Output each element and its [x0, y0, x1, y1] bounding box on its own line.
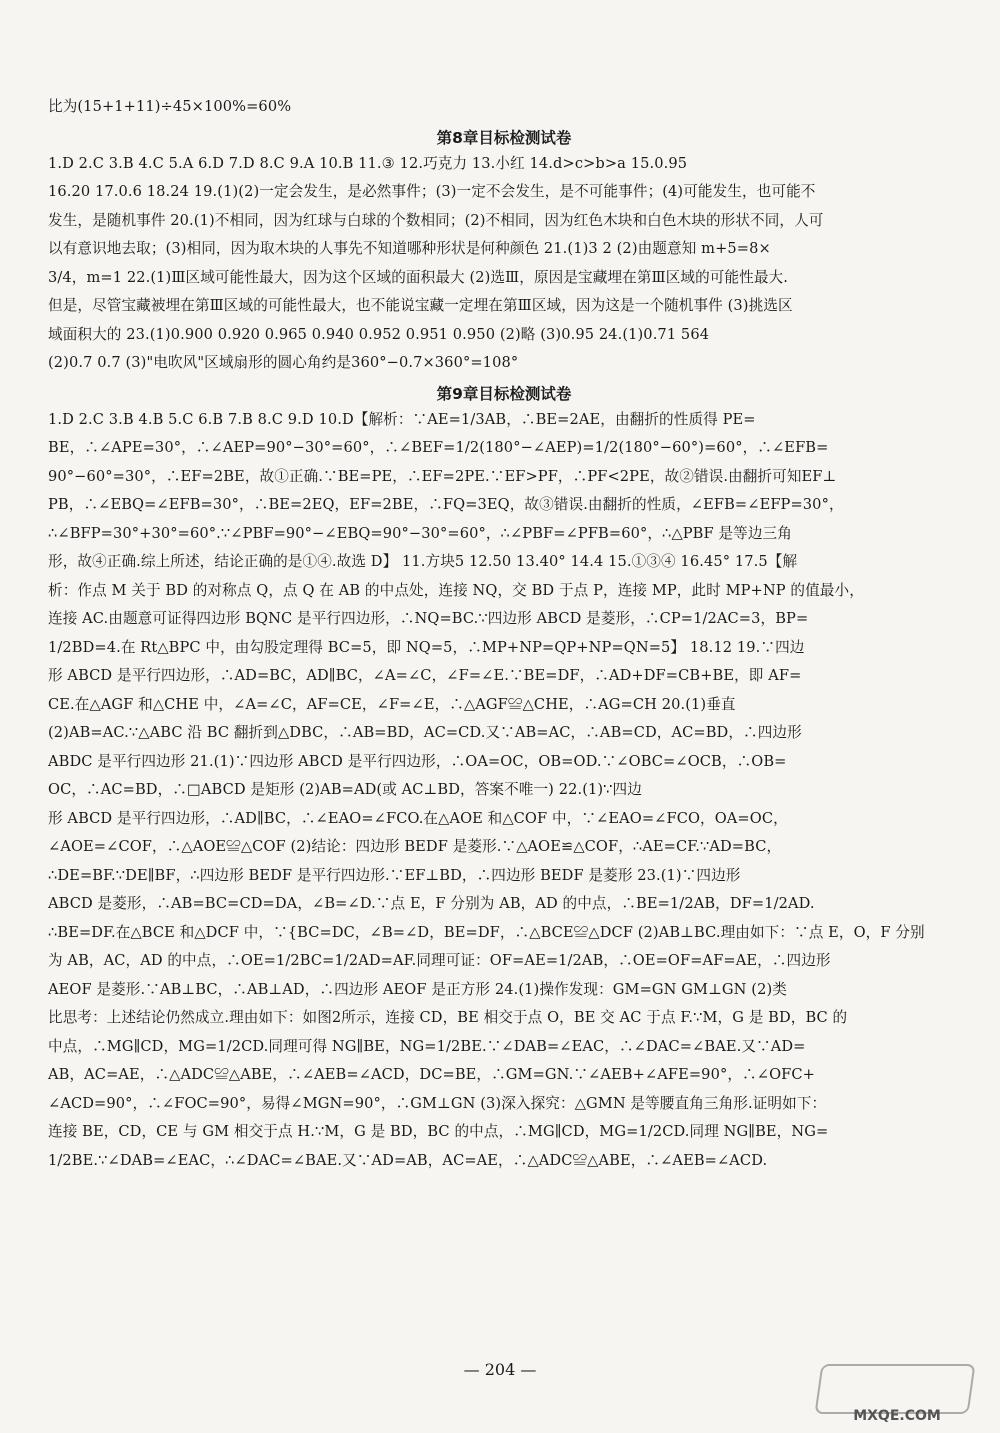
- text-line: ABDC 是平行四边形 21.(1)∵四边形 ABCD 是平行四边形，∴OA=OC，OB=OD.∵∠OBC=∠OCB，∴OB=: [48, 752, 787, 770]
- text-line: 中点，∴MG∥CD，MG=1/2CD.同理可得 NG∥BE，NG=1/2BE.∵∠DAB=∠EAC，∴∠DAC=∠BAE.又∵AD=: [48, 1037, 806, 1055]
- text-line: 1/2BE.∵∠DAB=∠EAC，∴∠DAC=∠BAE.又∵AD=AB，AC=AE，∴△ADC≌△ABE，∴∠AEB=∠ACD.: [48, 1151, 768, 1169]
- text-line: 形 ABCD 是平行四边形，∴AD∥BC，∴∠EAO=∠FCO.在△AOE 和△COF 中，∵∠EAO=∠FCO，OA=OC，: [48, 809, 788, 827]
- text-line: 域面积大的 23.(1)0.900 0.920 0.965 0.940 0.952 0.951 0.950 (2)略 (3)0.95 24.(1)0.71 564: [48, 325, 710, 343]
- text-line: 连接 BE，CD，CE 与 GM 相交于点 H.∵M，G 是 BD，BC 的中点，∴MG∥CD，MG=1/2CD.同理 NG∥BE，NG=: [48, 1123, 829, 1140]
- text-line: OC，∴AC=BD，∴□ABCD 是矩形 (2)AB=AD(或 AC⊥BD，答案不唯一) 22.(1)∵四边: [48, 781, 642, 798]
- text-line: (2)AB=AC.∵△ABC 沿 BC 翻折到△DBC，∴AB=BD，AC=CD.又∵AB=AC，∴AB=CD，AC=BD，∴四边形: [48, 724, 802, 741]
- text-line: 1.D 2.C 3.B 4.C 5.A 6.D 7.D 8.C 9.A 10.B 11.③ 12.巧克力 13.小红 14.d>c>b>a 15.0.95: [48, 154, 688, 172]
- page-number: — 204 —: [463, 1360, 537, 1379]
- text-line: 90°−60°=30°，∴EF=2BE，故①正确.∵BE=PE，∴EF=2PE.∵EF>PF，∴PF<2PE，故②错误.由翻折可知EF⊥: [48, 467, 837, 485]
- text-line: PB，∴∠EBQ=∠EFB=30°，∴BE=2EQ，EF=2BE，∴FQ=3EQ，故③错误.由翻折的性质，∠EFB=∠EFP=30°，: [48, 496, 844, 513]
- text-line: 但是，尽管宝藏被埋在第Ⅲ区域的可能性最大，也不能说宝藏一定埋在第Ⅲ区域，因为这是一个随机事件 (3)挑选区: [48, 297, 793, 314]
- text-line: 析：作点 M 关于 BD 的对称点 Q，点 Q 在 AB 的中点处，连接 NQ，交 BD 于点 P，连接 MP，此时 MP+NP 的值最小，: [48, 581, 864, 599]
- text-line: ∠ACD=90°，∴∠FOC=90°，易得∠MGN=90°，∴GM⊥GN (3)深入探究：△GMN 是等腰直角三角形.证明如下：: [48, 1094, 827, 1112]
- text-line: 比为(15+1+11)÷45×100%=60%: [48, 98, 292, 115]
- text-line: ∴DE=BF.∵DE∥BF，∴四边形 BEDF 是平行四边形.∵EF⊥BD，∴四边形 BEDF 是菱形 23.(1)∵四边形: [48, 866, 741, 884]
- answer-text-block: [48, 96, 960, 1178]
- text-line: ∴∠BFP=30°+30°=60°.∵∠PBF=90°−∠EBQ=90°−30°=60°，∴∠PBF=∠PFB=60°，∴△PBF 是等边三角: [48, 524, 792, 542]
- text-line: 发生，是随机事件 20.(1)不相同，因为红球与白球的个数相同；(2)不相同，因为红色木块和白色木块的形状不同，人可: [48, 211, 824, 229]
- text-line: AEOF 是菱形.∵AB⊥BC，∴AB⊥AD，∴四边形 AEOF 是正方形 24.(1)操作发现：GM=GN GM⊥GN (2)类: [48, 980, 787, 998]
- text-line: 形 ABCD 是平行四边形，∴AD=BC，AD∥BC，∠A=∠C，∠F=∠E.∵BE=DF，∴AD+DF=CB+BE，即 AF=: [48, 667, 802, 684]
- text-line: BE，∴∠APE=30°，∴∠AEP=90°−30°=60°，∴∠BEF=1/2(180°−∠AEP)=1/2(180°−60°)=60°，∴∠EFB=: [48, 439, 829, 456]
- watermark-frame: [814, 1364, 975, 1414]
- text-line: 比思考：上述结论仍然成立.理由如下：如图2所示，连接 CD，BE 相交于点 O，BE 交 AC 于点 F.∵M，G 是 BD，BC 的: [48, 1009, 848, 1026]
- site-watermark-logo: [822, 1364, 972, 1424]
- text-line: 连接 AC.由题意可证得四边形 BQNC 是平行四边形，∴NQ=BC.∵四边形 ABCD 是菱形，∴CP=1/2AC=3，BP=: [48, 610, 809, 627]
- text-line: 形，故④正确.综上所述，结论正确的是①④.故选 D】 11.方块5 12.50 13.40° 14.4 15.①③④ 16.45° 17.5【解: [48, 553, 798, 570]
- section-heading-ch9: 第9章目标检测试卷: [436, 384, 572, 403]
- text-line: 3/4，m=1 22.(1)Ⅲ区域可能性最大，因为这个区域的面积最大 (2)选Ⅲ，原因是宝藏埋在第Ⅲ区域的可能性最大.: [48, 268, 788, 286]
- text-line: 1.D 2.C 3.B 4.B 5.C 6.B 7.B 8.C 9.D 10.D【解析：∵AE=1/3AB，∴BE=2AE，由翻折的性质得 PE=: [48, 410, 756, 428]
- text-line: 为 AB，AC，AD 的中点，∴OE=1/2BC=1/2AD=AF.同理可证：OF=AE=1/2AB，∴OE=OF=AF=AE，∴四边形: [48, 952, 831, 969]
- text-line: ∠AOE=∠COF，∴△AOE≌△COF (2)结论：四边形 BEDF 是菱形.∵△AOE≌△COF，∴AE=CF.∵AD=BC，: [48, 838, 782, 855]
- text-line: 以有意识地去取；(3)相同，因为取木块的人事先不知道哪种形状是何种颜色 21.(1)3 2 (2)由题意知 m+5=8×: [48, 240, 771, 257]
- section-heading-ch8: 第8章目标检测试卷: [436, 128, 572, 147]
- watermark-text: MXQE.COM: [853, 1408, 941, 1424]
- text-line: AB，AC=AE，∴△ADC≌△ABE，∴∠AEB=∠ACD，DC=BE，∴GM=GN.∵∠AEB+∠AFE=90°，∴∠OFC+: [48, 1066, 815, 1083]
- text-line: CE.在△AGF 和△CHE 中，∠A=∠C，AF=CE，∠F=∠E，∴△AGF≌△CHE，∴AG=CH 20.(1)垂直: [48, 695, 736, 713]
- text-line: ABCD 是菱形，∴AB=BC=CD=DA，∠B=∠D.∵点 E，F 分别为 AB，AD 的中点，∴BE=1/2AB，DF=1/2AD.: [48, 895, 815, 912]
- text-line: 1/2BD=4.在 Rt△BPC 中，由勾股定理得 BC=5，即 NQ=5，∴MP+NP=QP+NP=QN=5】 18.12 19.∵四边: [48, 638, 805, 656]
- text-line: 16.20 17.0.6 18.24 19.(1)(2)一定会发生，是必然事件；(3)一定不会发生，是不可能事件；(4)可能发生，也可能不: [48, 183, 816, 200]
- text-line: ∴BE=DF.在△BCE 和△DCF 中，∵{BC=DC，∠B=∠D，BE=DF，∴△BCE≌△DCF (2)AB⊥BC.理由如下：∵点 E，O，F 分别: [48, 923, 925, 941]
- text-line: (2)0.7 0.7 (3)"电吹风"区域扇形的圆心角约是360°−0.7×360°=108°: [48, 354, 519, 371]
